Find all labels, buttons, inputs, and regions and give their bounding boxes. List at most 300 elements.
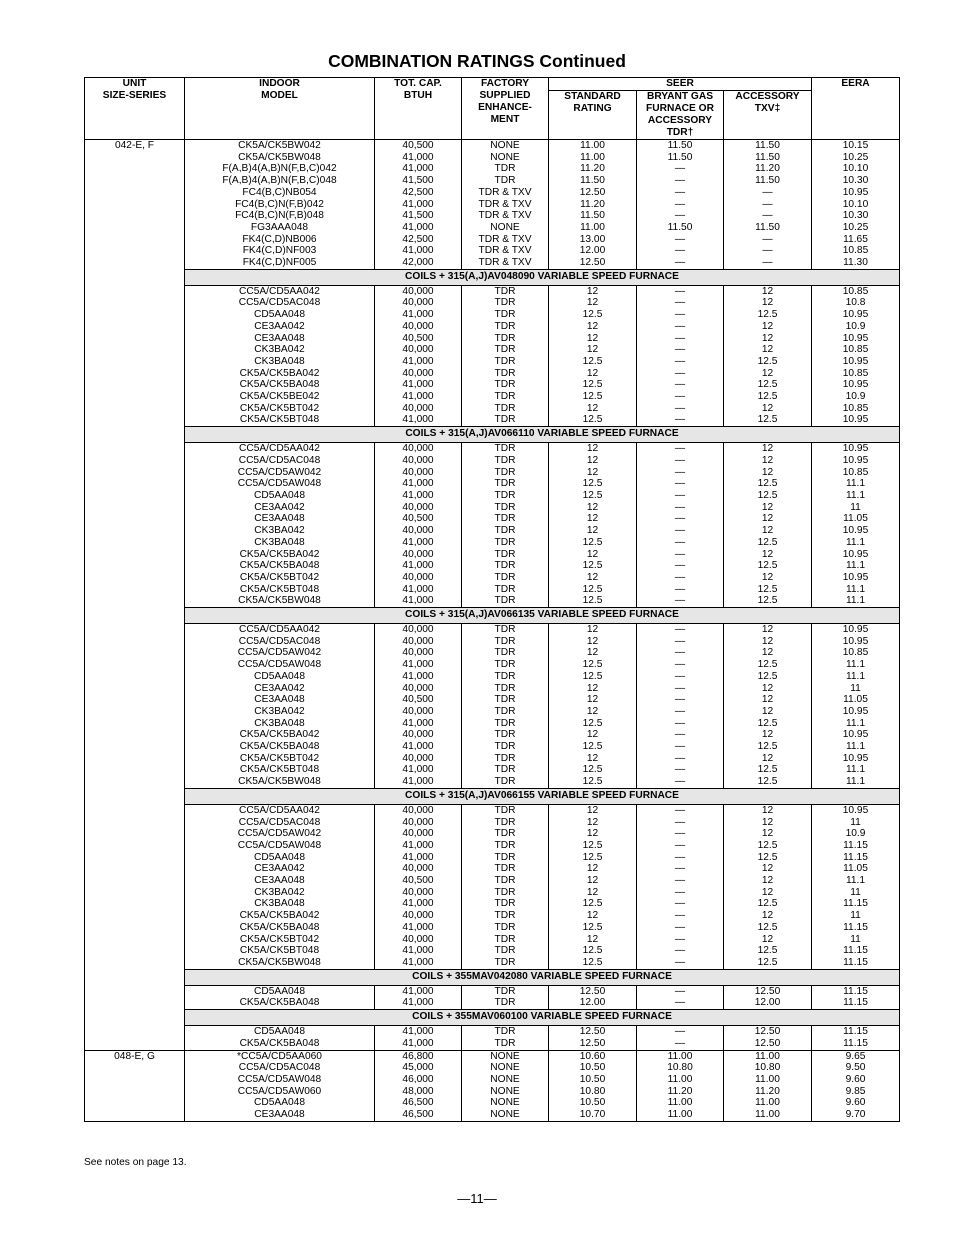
eera-cell — [812, 1026, 900, 1050]
factory-enhancement: TDR — [494, 851, 516, 863]
seer-accessory-txv-cell — [724, 443, 812, 608]
seer-standard: 12 — [586, 367, 599, 379]
seer-bryant-tdr: — — [674, 957, 686, 968]
seer-accessory-txv: 12 — [761, 548, 774, 560]
eera: 11.15 — [843, 985, 868, 997]
factory-enhancement: TDR — [494, 536, 516, 548]
eera: 11.15 — [843, 921, 868, 933]
total-capacity: 42,000 — [402, 257, 434, 269]
indoor-model: CC5A/CD5AA042 — [239, 443, 320, 455]
seer-standard: 11.20 — [580, 163, 605, 175]
indoor-model: CC5A/CD5AW042 — [237, 647, 322, 659]
total-capacity: 40,000 — [402, 886, 434, 898]
table-row-group — [85, 140, 900, 270]
seer-accessory-txv: 11.50 — [755, 140, 780, 151]
seer-standard-cell — [549, 985, 637, 1009]
seer-accessory-txv: 12 — [761, 933, 774, 945]
seer-bryant-tdr: — — [674, 804, 686, 816]
factory-enhancement: TDR — [494, 921, 516, 933]
seer-accessory-txv-cell — [724, 1026, 812, 1050]
eera-cell — [812, 140, 900, 270]
seer-standard: 10.70 — [579, 1109, 606, 1121]
total-capacity: 40,000 — [402, 320, 434, 332]
indoor-model: CC5A/CD5AW048 — [237, 478, 322, 490]
total-capacity: 41,000 — [402, 921, 434, 933]
factory-enhancement: TDR — [494, 1026, 516, 1038]
seer-standard: 12 — [586, 933, 599, 945]
seer-bryant-tdr: — — [674, 997, 686, 1009]
total-capacity: 41,000 — [402, 741, 434, 753]
seer-accessory-txv: 11.50 — [755, 151, 780, 163]
seer-bryant-tdr: — — [674, 764, 686, 776]
factory-enhancement: NONE — [490, 140, 520, 151]
factory-enhancement: TDR — [494, 863, 516, 875]
eera: 10.9 — [845, 320, 866, 332]
total-capacity: 46,800 — [402, 1050, 434, 1062]
eera: 11 — [850, 886, 861, 898]
seer-bryant-tdr: 11.50 — [667, 221, 693, 233]
seer-accessory-txv: 12.5 — [757, 379, 778, 391]
indoor-model-cell — [185, 1050, 375, 1121]
total-capacity-cell — [375, 1050, 462, 1121]
total-capacity: 40,500 — [402, 332, 434, 344]
total-capacity: 40,000 — [402, 647, 434, 659]
seer-standard: 12.50 — [579, 186, 606, 198]
seer-bryant-tdr: 11.20 — [667, 1085, 693, 1097]
total-capacity-cell — [375, 285, 462, 426]
total-capacity: 41,000 — [402, 379, 434, 391]
seer-bryant-tdr: — — [674, 729, 686, 741]
total-capacity: 40,000 — [402, 729, 434, 741]
seer-accessory-txv: 12.5 — [757, 583, 778, 595]
seer-accessory-txv: 11.50 — [755, 175, 780, 187]
eera: 10.85 — [842, 466, 869, 478]
seer-bryant-tdr: — — [674, 297, 686, 309]
eera: 10.95 — [842, 525, 869, 537]
total-capacity: 40,000 — [402, 297, 434, 309]
factory-enhancement: TDR — [494, 828, 516, 840]
seer-accessory-txv: 11.00 — [755, 1073, 780, 1085]
total-capacity: 41,000 — [402, 659, 434, 671]
seer-standard: 12 — [586, 513, 599, 525]
seer-accessory-txv: 12.5 — [757, 764, 778, 776]
factory-enhancement-cell — [462, 624, 549, 789]
eera: 9.70 — [845, 1109, 866, 1121]
seer-bryant-tdr: — — [674, 414, 686, 426]
total-capacity: 41,000 — [402, 489, 434, 501]
eera: 11.1 — [845, 583, 866, 595]
seer-standard: 12 — [586, 624, 599, 636]
seer-accessory-txv: — — [762, 186, 773, 198]
seer-standard: 12.5 — [582, 764, 603, 776]
eera: 10.85 — [842, 245, 869, 257]
total-capacity: 40,000 — [402, 828, 434, 840]
seer-accessory-txv: 12 — [761, 297, 774, 309]
seer-bryant-tdr: — — [674, 624, 686, 636]
total-capacity: 42,500 — [402, 186, 434, 198]
seer-standard: 12 — [586, 752, 599, 764]
total-capacity: 41,000 — [402, 163, 434, 175]
seer-standard-cell — [549, 804, 637, 969]
total-capacity: 40,000 — [402, 705, 434, 717]
seer-bryant-tdr: — — [674, 647, 686, 659]
factory-enhancement: TDR — [494, 933, 516, 945]
total-capacity: 46,000 — [402, 1073, 434, 1085]
total-capacity: 41,000 — [402, 560, 434, 572]
total-capacity: 41,000 — [402, 764, 434, 776]
eera: 11.15 — [843, 1026, 868, 1038]
seer-bryant-tdr: — — [674, 233, 686, 245]
total-capacity: 41,000 — [402, 898, 434, 910]
eera-cell — [812, 443, 900, 608]
factory-enhancement: TDR — [494, 391, 516, 403]
eera: 11.05 — [843, 513, 868, 525]
factory-enhancement: TDR & TXV — [478, 198, 532, 210]
table-row-group — [85, 1026, 900, 1050]
seer-standard: 10.50 — [579, 1097, 606, 1109]
seer-standard: 12.5 — [582, 898, 603, 910]
factory-enhancement: TDR — [494, 729, 516, 741]
seer-accessory-txv: 12 — [761, 682, 774, 694]
seer-bryant-tdr: — — [674, 571, 686, 583]
seer-accessory-txv: 12 — [761, 804, 774, 816]
seer-standard: 12 — [586, 828, 599, 840]
eera: 10.15 — [842, 140, 869, 151]
indoor-model: CK5A/CK5BA042 — [239, 910, 320, 922]
indoor-model: CD5AA048 — [254, 985, 305, 997]
indoor-model: FC4(B,C)NB054 — [242, 186, 317, 198]
seer-standard: 12 — [586, 705, 599, 717]
seer-standard: 12.5 — [582, 355, 603, 367]
seer-standard: 12.00 — [579, 245, 606, 257]
seer-bryant-tdr: — — [674, 355, 686, 367]
seer-bryant-tdr: 11.50 — [667, 140, 693, 151]
seer-bryant-tdr: 11.00 — [667, 1073, 693, 1085]
total-capacity: 40,000 — [402, 466, 434, 478]
seer-bryant-tdr: — — [674, 839, 686, 851]
eera: 11.15 — [843, 957, 868, 968]
eera: 9.65 — [845, 1050, 866, 1062]
total-capacity: 41,000 — [402, 478, 434, 490]
indoor-model: CE3AA042 — [254, 501, 305, 513]
seer-accessory-txv: 11.00 — [755, 1050, 780, 1062]
seer-bryant-tdr: — — [674, 921, 686, 933]
factory-enhancement: NONE — [490, 1050, 520, 1062]
seer-accessory-txv: 12.5 — [757, 391, 778, 403]
seer-standard: 12.5 — [582, 489, 603, 501]
eera: 10.25 — [842, 151, 869, 163]
indoor-model: CK5A/CK5BA048 — [239, 741, 320, 753]
total-capacity: 41,000 — [402, 997, 434, 1009]
factory-enhancement: TDR — [494, 985, 516, 997]
eera: 11.1 — [845, 595, 866, 607]
seer-accessory-txv: 12.5 — [757, 309, 778, 321]
seer-accessory-txv: — — [762, 210, 773, 222]
eera: 11.1 — [845, 670, 866, 682]
factory-enhancement: TDR — [494, 513, 516, 525]
seer-bryant-tdr: — — [674, 682, 686, 694]
total-capacity: 45,000 — [402, 1062, 434, 1074]
seer-standard: 12.5 — [582, 391, 603, 403]
total-capacity: 41,000 — [402, 151, 434, 163]
total-capacity: 40,000 — [402, 804, 434, 816]
factory-enhancement-cell — [462, 1050, 549, 1121]
eera: 10.9 — [845, 828, 866, 840]
eera-cell — [812, 804, 900, 969]
total-capacity: 40,000 — [402, 501, 434, 513]
seer-bryant-tdr: — — [674, 257, 686, 269]
eera: 10.85 — [842, 344, 869, 356]
total-capacity: 40,000 — [402, 752, 434, 764]
table-row-group — [85, 985, 900, 1009]
eera: 10.95 — [842, 705, 869, 717]
seer-standard: 12 — [586, 729, 599, 741]
table-row-group — [85, 804, 900, 969]
indoor-model: CK3BA048 — [254, 717, 305, 729]
factory-enhancement: TDR & TXV — [478, 186, 532, 198]
seer-bryant-tdr: 10.80 — [667, 1062, 693, 1074]
seer-accessory-txv: 12 — [761, 344, 774, 356]
eera: 10.30 — [842, 210, 869, 222]
seer-bryant-tdr: 11.00 — [667, 1109, 693, 1121]
total-capacity: 41,000 — [402, 355, 434, 367]
eera-cell — [812, 624, 900, 789]
eera: 11.1 — [845, 875, 866, 887]
indoor-model: CK3BA042 — [254, 705, 305, 717]
seer-standard: 12.50 — [579, 985, 606, 997]
eera-cell — [812, 1050, 900, 1121]
indoor-model: CK3BA042 — [254, 344, 305, 356]
seer-standard: 12.5 — [582, 309, 603, 321]
total-capacity-cell — [375, 985, 462, 1009]
indoor-model: CE3AA042 — [254, 863, 305, 875]
seer-accessory-txv: 12 — [761, 571, 774, 583]
seer-accessory-txv-cell — [724, 140, 812, 270]
factory-enhancement: TDR — [494, 163, 516, 175]
indoor-model: F(A,B)4(A,B)N(F,B,C)048 — [222, 175, 337, 187]
seer-standard: 12.5 — [582, 414, 603, 426]
factory-enhancement: NONE — [490, 1085, 520, 1097]
factory-enhancement: NONE — [490, 1073, 520, 1085]
seer-standard: 12.00 — [579, 997, 606, 1009]
indoor-model: CC5A/CD5AW048 — [237, 659, 322, 671]
seer-standard: 12 — [586, 635, 599, 647]
indoor-model: CE3AA048 — [254, 694, 305, 706]
seer-standard: 12 — [586, 297, 599, 309]
total-capacity: 41,000 — [402, 198, 434, 210]
seer-accessory-txv: 12.5 — [757, 839, 778, 851]
eera: 11.30 — [843, 257, 868, 269]
table-row-group — [85, 1050, 900, 1121]
factory-enhancement: TDR — [494, 344, 516, 356]
seer-standard: 12.5 — [582, 536, 603, 548]
factory-enhancement: TDR — [494, 647, 516, 659]
page-title: COMBINATION RATINGS Continued — [328, 51, 626, 71]
eera: 11.15 — [843, 1037, 868, 1049]
indoor-model: CE3AA042 — [254, 320, 305, 332]
furnace-group-heading: COILS + 315(A,J)AV048090 VARIABLE SPEED FURNACE — [185, 269, 900, 285]
indoor-model: CK5A/CK5BA048 — [239, 921, 320, 933]
seer-bryant-tdr: — — [674, 525, 686, 537]
seer-accessory-txv-cell — [724, 285, 812, 426]
factory-enhancement: TDR — [494, 705, 516, 717]
header-indoor-model: INDOOR MODEL — [185, 78, 375, 140]
seer-standard: 12.5 — [582, 717, 603, 729]
factory-enhancement: TDR — [494, 466, 516, 478]
indoor-model: CK5A/CK5BA042 — [239, 367, 320, 379]
seer-accessory-txv: 12.00 — [754, 997, 781, 1009]
total-capacity: 41,000 — [402, 839, 434, 851]
total-capacity: 40,000 — [402, 816, 434, 828]
indoor-model: CD5AA048 — [254, 670, 305, 682]
eera: 11.1 — [845, 776, 866, 788]
seer-accessory-txv: 12.5 — [757, 921, 778, 933]
indoor-model-cell — [185, 624, 375, 789]
seer-bryant-tdr: — — [674, 454, 686, 466]
seer-standard: 10.60 — [579, 1050, 606, 1062]
eera: 10.95 — [842, 355, 869, 367]
indoor-model: CK5A/CK5BT042 — [239, 752, 320, 764]
seer-accessory-txv: 12 — [761, 816, 774, 828]
factory-enhancement: TDR — [494, 670, 516, 682]
factory-enhancement: TDR — [494, 595, 516, 607]
seer-accessory-txv: 12.50 — [754, 1026, 781, 1038]
seer-bryant-tdr-cell — [637, 1050, 724, 1121]
indoor-model: CK5A/CK5BT042 — [239, 402, 320, 414]
factory-enhancement: TDR — [494, 367, 516, 379]
seer-standard: 12.5 — [582, 839, 603, 851]
seer-bryant-tdr: — — [674, 705, 686, 717]
header-eera: EERA — [812, 78, 900, 140]
seer-standard: 12 — [586, 402, 599, 414]
indoor-model: CC5A/CD5AA042 — [239, 285, 320, 297]
total-capacity-cell — [375, 624, 462, 789]
header-accessory-txv: ACCESSORY TXV‡ — [724, 91, 812, 140]
seer-standard: 13.00 — [579, 233, 606, 245]
seer-accessory-txv: 12.5 — [757, 898, 778, 910]
seer-bryant-tdr: — — [674, 1037, 686, 1049]
total-capacity: 40,000 — [402, 910, 434, 922]
seer-accessory-txv: 12.5 — [757, 595, 778, 607]
eera: 10.30 — [842, 175, 869, 187]
seer-bryant-tdr: — — [674, 245, 686, 257]
total-capacity: 46,500 — [402, 1109, 434, 1121]
factory-enhancement: TDR — [494, 560, 516, 572]
factory-enhancement: TDR — [494, 898, 516, 910]
indoor-model: CK5A/CK5BA048 — [239, 560, 320, 572]
seer-standard-cell — [549, 140, 637, 270]
indoor-model: CK3BA048 — [254, 536, 305, 548]
seer-standard-cell — [549, 443, 637, 608]
seer-bryant-tdr: — — [674, 285, 686, 297]
indoor-model: CK3BA042 — [254, 525, 305, 537]
header-total-capacity: TOT. CAP. BTUH — [375, 78, 462, 140]
seer-accessory-txv: 12 — [761, 320, 774, 332]
indoor-model: FC4(B,C)N(F,B)048 — [235, 210, 324, 222]
factory-enhancement-cell — [462, 1026, 549, 1050]
seer-accessory-txv: 11.20 — [755, 1085, 780, 1097]
seer-bryant-tdr: — — [674, 320, 686, 332]
eera: 11.15 — [843, 945, 868, 957]
eera: 10.85 — [842, 285, 869, 297]
seer-standard: 12 — [586, 501, 599, 513]
eera: 11.1 — [845, 764, 866, 776]
total-capacity: 41,000 — [402, 670, 434, 682]
indoor-model-cell — [185, 285, 375, 426]
seer-bryant-tdr: — — [674, 910, 686, 922]
eera-cell — [812, 985, 900, 1009]
seer-bryant-tdr: 11.50 — [667, 151, 693, 163]
factory-enhancement: TDR — [494, 776, 516, 788]
seer-bryant-tdr: — — [674, 776, 686, 788]
factory-enhancement: TDR — [494, 454, 516, 466]
seer-standard: 12 — [586, 466, 599, 478]
seer-bryant-tdr: — — [674, 659, 686, 671]
eera: 10.8 — [845, 297, 866, 309]
eera: 10.85 — [842, 402, 869, 414]
seer-bryant-tdr: — — [674, 670, 686, 682]
factory-enhancement: TDR — [494, 694, 516, 706]
seer-accessory-txv: 12 — [761, 910, 774, 922]
factory-enhancement: TDR — [494, 804, 516, 816]
seer-standard: 12 — [586, 571, 599, 583]
indoor-model: CC5A/CD5AC048 — [238, 635, 321, 647]
indoor-model: CC5A/CD5AC048 — [238, 816, 321, 828]
seer-accessory-txv: 11.00 — [755, 1097, 780, 1109]
seer-standard: 12 — [586, 454, 599, 466]
seer-bryant-tdr: — — [674, 635, 686, 647]
seer-bryant-tdr: — — [674, 886, 686, 898]
seer-standard: 12.50 — [579, 1026, 606, 1038]
header-factory-enhancement: FACTORY SUPPLIED ENHANCE- MENT — [462, 78, 549, 140]
seer-accessory-txv: 12.5 — [757, 478, 778, 490]
eera: 11.1 — [845, 560, 866, 572]
seer-bryant-tdr-cell — [637, 985, 724, 1009]
factory-enhancement: TDR — [494, 571, 516, 583]
seer-standard: 11.00 — [580, 221, 605, 233]
factory-enhancement-cell — [462, 443, 549, 608]
seer-standard: 12.50 — [579, 257, 606, 269]
factory-enhancement: TDR — [494, 379, 516, 391]
eera: 10.25 — [842, 221, 869, 233]
eera: 11.1 — [845, 536, 866, 548]
seer-bryant-tdr: 11.00 — [667, 1050, 693, 1062]
seer-standard: 12.5 — [582, 741, 603, 753]
eera: 10.95 — [842, 752, 869, 764]
total-capacity: 41,000 — [402, 776, 434, 788]
seer-accessory-txv: 12 — [761, 752, 774, 764]
seer-standard: 12.5 — [582, 851, 603, 863]
seer-bryant-tdr: — — [674, 694, 686, 706]
seer-bryant-tdr: — — [674, 851, 686, 863]
seer-standard: 12 — [586, 320, 599, 332]
eera: 10.95 — [842, 804, 869, 816]
eera: 10.95 — [842, 379, 869, 391]
seer-standard: 12.50 — [579, 1037, 606, 1049]
seer-standard: 12 — [586, 816, 599, 828]
indoor-model: CK5A/CK5BW048 — [238, 595, 321, 607]
indoor-model-cell — [185, 140, 375, 270]
total-capacity: 40,000 — [402, 682, 434, 694]
total-capacity: 40,000 — [402, 285, 434, 297]
seer-bryant-tdr-cell — [637, 443, 724, 608]
seer-accessory-txv-cell — [724, 804, 812, 969]
indoor-model: CC5A/CD5AC048 — [238, 297, 321, 309]
seer-standard: 12.5 — [582, 583, 603, 595]
eera: 11 — [850, 682, 861, 694]
total-capacity: 41,000 — [402, 945, 434, 957]
seer-standard: 12.5 — [582, 776, 603, 788]
